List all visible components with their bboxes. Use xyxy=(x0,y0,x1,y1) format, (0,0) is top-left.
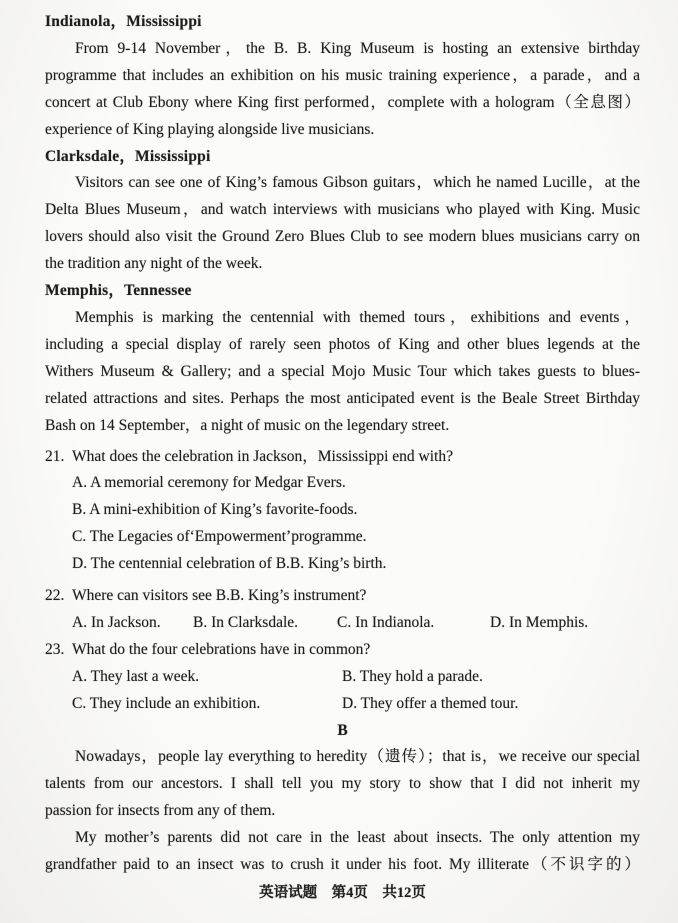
question-23-option-b: B. They hold a parade. xyxy=(342,667,483,685)
paragraph-line: talents from our ancestors. I shall tell you my story to show that I did not inherit my xyxy=(45,775,640,793)
question-number: 22. xyxy=(45,587,65,605)
paragraph-line: My mother’s parents did not care in the least about insects. The only attention my xyxy=(75,829,640,847)
question-22-option-c: C. In Indianola. xyxy=(337,613,435,631)
question-21-option-a: A. A memorial ceremony for Medgar Evers. xyxy=(72,474,346,492)
paragraph-line: Memphis is marking the centennial with themed tours，exhibitions and events， xyxy=(75,308,640,326)
question-number: 23. xyxy=(45,640,65,658)
question-23-option-d: D. They offer a themed tour. xyxy=(342,694,519,712)
question-22-option-d: D. In Memphis. xyxy=(490,613,589,631)
paragraph-line: From 9-14 November，the B. B. King Museum is hosting an extensive birthday xyxy=(75,39,640,57)
question-number: 21. xyxy=(45,447,65,465)
section-b-label: B xyxy=(337,721,348,739)
paragraph-line: including a special display of rarely seen photos of King and other blues legends at the xyxy=(45,335,640,353)
paragraph-line: grandfather paid to an insect was to crush it under his foot. My illiterate（不识字的） xyxy=(45,856,640,874)
paragraph-line: Delta Blues Museum，and watch interviews with musicians who played with King. Music xyxy=(45,201,640,219)
paragraph-line: passion for insects from any of them. xyxy=(45,802,276,820)
question-21-option-b: B. A mini-exhibition of King’s favorite-foods. xyxy=(72,501,358,519)
question-21-option-d: D. The centennial celebration of B.B. King’s birth. xyxy=(72,555,387,573)
paragraph-line: lovers should also visit the Ground Zero Blues Club to see modern blues musicians carry on xyxy=(45,228,640,246)
paragraph-line: Nowadays，people lay everything to heredity（遗传）；that is，we receive our special xyxy=(75,748,640,766)
question-23-option-a: A. They last a week. xyxy=(72,667,200,685)
question-23-option-c: C. They include an exhibition. xyxy=(72,694,261,712)
section-heading-clarksdale: Clarksdale，Mississippi xyxy=(45,147,211,165)
section-heading-indianola: Indianola，Mississippi xyxy=(45,13,202,30)
paragraph-line: related attractions and sites. Perhaps the most anticipated event is the Beale Street Birthday xyxy=(45,389,640,407)
paragraph-line: Visitors can see one of King’s famous Gibson guitars，which he named Lucille，at the xyxy=(75,174,640,192)
question-23-options xyxy=(72,664,640,718)
question-text: What do the four celebrations have in common? xyxy=(72,640,371,658)
paragraph-line: concert at Club Ebony where King first performed，complete with a hologram（全息图） xyxy=(45,93,640,111)
page-footer: 英语试题 第4页 共12页 xyxy=(259,885,426,901)
question-21 xyxy=(45,444,640,471)
question-21-option-c: C. The Legacies of‘Empowerment’programme. xyxy=(72,528,367,546)
question-22-option-b: B. In Clarksdale. xyxy=(193,613,299,631)
paragraph-line: programme that includes an exhibition on his music training experience，a parade，and a xyxy=(45,66,640,84)
question-text: What does the celebration in Jackson，Mississippi end with? xyxy=(72,447,453,465)
question-22 xyxy=(45,583,640,610)
paragraph-line: Bash on 14 September，a night of music on the legendary street. xyxy=(45,416,450,434)
question-23 xyxy=(45,637,640,664)
question-text: Where can visitors see B.B. King’s instrument? xyxy=(72,587,367,605)
paragraph-line: the tradition any night of the week. xyxy=(45,255,263,273)
question-22-option-a: A. In Jackson. xyxy=(72,613,161,631)
paragraph-line: experience of King playing alongside live musicians. xyxy=(45,120,375,138)
section-heading-memphis: Memphis，Tennessee xyxy=(45,282,192,300)
question-22-options xyxy=(72,610,640,637)
paragraph-line: Withers Museum & Gallery; and a special Mojo Music Tour which takes guests to blues- xyxy=(45,362,640,380)
